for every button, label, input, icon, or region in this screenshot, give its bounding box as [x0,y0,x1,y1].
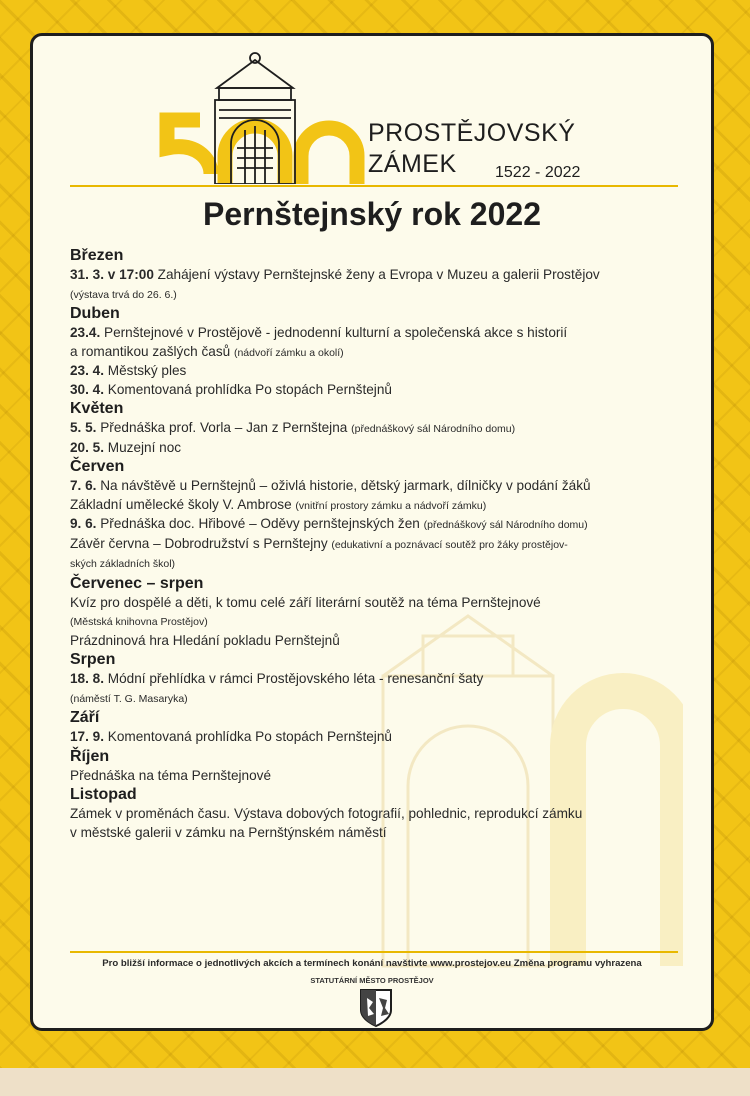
month-heading: Březen [70,247,124,264]
event-text: Na návštěvě u Pernštejnů – oživlá historie, dětský jarmark, dílničky v podání žáků [96,478,591,493]
month-heading: Červen [70,458,125,475]
event-date: 31. 3. v 17:00 [70,267,154,282]
month-section [70,457,690,574]
event-date: 9. 6. [70,516,97,531]
event-note: (Městská knihovna Prostějov) [70,616,208,628]
event-line [70,381,690,400]
event-line [70,419,690,439]
event-text: Přednáška prof. Vorla – Jan z Pernštejna [96,420,352,435]
event-note: (vnitřní prostory zámku a nádvoří zámku) [295,499,487,512]
month-heading: Srpen [70,651,116,668]
event-text: Prázdninová hra Hledání pokladu Pernštejnů [70,632,340,648]
event-line [70,824,690,843]
month-section [70,574,690,651]
page-title: Pernštejnský rok 2022 [203,196,541,232]
event-text: Základní umělecké školy V. Ambrose [70,496,296,512]
event-line [70,612,690,632]
event-date: 18. 8. [70,671,105,686]
month-heading: Září [70,709,100,726]
header [33,36,711,196]
event-note: (nádvoří zámku a okolí) [233,346,344,359]
event-text: Pernštejnové v Prostějově - jednodenní kulturní a společenská akce s historií [100,325,568,340]
event-line [70,728,690,747]
program-list [70,246,690,842]
event-line [70,477,690,496]
event-text: Přednáška doc. Hřibové – Oděvy pernštejnských žen [96,516,424,531]
event-line [70,362,690,381]
brand-line-1: PROSTĚJOVSKÝ [368,119,576,147]
event-line [70,285,690,305]
month-heading: Červenec – srpen [70,574,204,592]
event-text: Muzejní noc [104,439,182,455]
event-text: a romantikou zašlých časů [70,343,234,359]
month-section [70,708,690,747]
event-date: 30. 4. [70,381,105,397]
event-date: 23.4. [70,325,101,340]
city-name: STATUTÁRNÍ MĚSTO PROSTĚJOV [310,976,434,985]
month-heading: Listopad [70,786,137,803]
event-line [70,266,690,285]
event-text: v městské galerii v zámku na Pernštýnském náměstí [70,824,387,840]
month-section [70,785,690,842]
event-text: Přednáška na téma Pernštejnové [70,767,272,783]
event-note: ských základních škol) [70,558,176,570]
month-heading: Duben [70,305,120,322]
event-line [70,689,690,709]
event-date: 23. 4. [70,363,105,378]
event-date: 7. 6. [70,478,97,493]
month-section [70,747,690,786]
event-line [70,767,690,786]
event-date: 20. 5. [70,439,105,455]
event-note: (přednáškový sál Národního domu) [351,423,516,435]
event-line [70,632,690,651]
event-line [70,670,690,689]
event-line [70,439,690,458]
event-text: Kvíz pro dospělé a děti, k tomu celé září literární soutěž na téma Pernštejnové [70,594,541,610]
event-line [70,324,690,343]
event-text: Komentovaná prohlídka Po stopách Pernštejnů [104,729,392,744]
month-section [70,650,690,708]
event-date: 17. 9. [70,729,105,744]
event-line [70,515,690,535]
logo-500-icon [155,48,365,184]
event-line [70,535,690,555]
month-heading: Říjen [70,747,110,765]
divider-top [70,185,678,187]
month-section [70,399,690,457]
event-line [70,805,690,824]
month-section [70,304,690,399]
event-note: (výstava trvá do 26. 6.) [70,288,177,301]
divider-bottom [70,951,678,953]
month-heading: Květen [70,400,124,417]
event-text: Závěr června – Dobrodružství s Pernštejny [70,535,332,551]
event-text: Komentovaná prohlídka Po stopách Pernštejnů [104,381,392,397]
event-text: Módní přehlídka v rámci Prostějovského léta - renesanční šaty [104,671,484,686]
event-line [70,496,690,516]
event-text: Městský ples [104,363,187,378]
event-text: Zámek v proměnách času. Výstava dobových fotografií, pohlednic, reprodukcí zámku [70,806,583,821]
brand-line-2: ZÁMEK [368,150,457,178]
years-range: 1522 - 2022 [495,164,581,181]
event-text: Zahájení výstavy Pernštejnské ženy a Evropa v Muzeu a galerii Prostějov [153,267,600,282]
event-date: 5. 5. [70,420,97,435]
footer-info: Pro bližší informace o jednotlivých akcích a termínech konání navštivte www.prostejov.eu Změna programu vyhrazena [102,958,642,969]
poster-card [30,33,714,1031]
month-section [70,246,690,304]
event-line [70,594,690,613]
event-note: (edukativní a poznávací soutěž pro žáky prostějov- [331,538,568,551]
city-crest-icon [359,988,393,1028]
event-note: (náměstí T. G. Masaryka) [70,692,188,705]
event-line [70,554,690,574]
event-line [70,343,690,363]
event-note: (přednáškový sál Národního domu) [423,519,588,531]
bottom-strip [0,1068,750,1096]
